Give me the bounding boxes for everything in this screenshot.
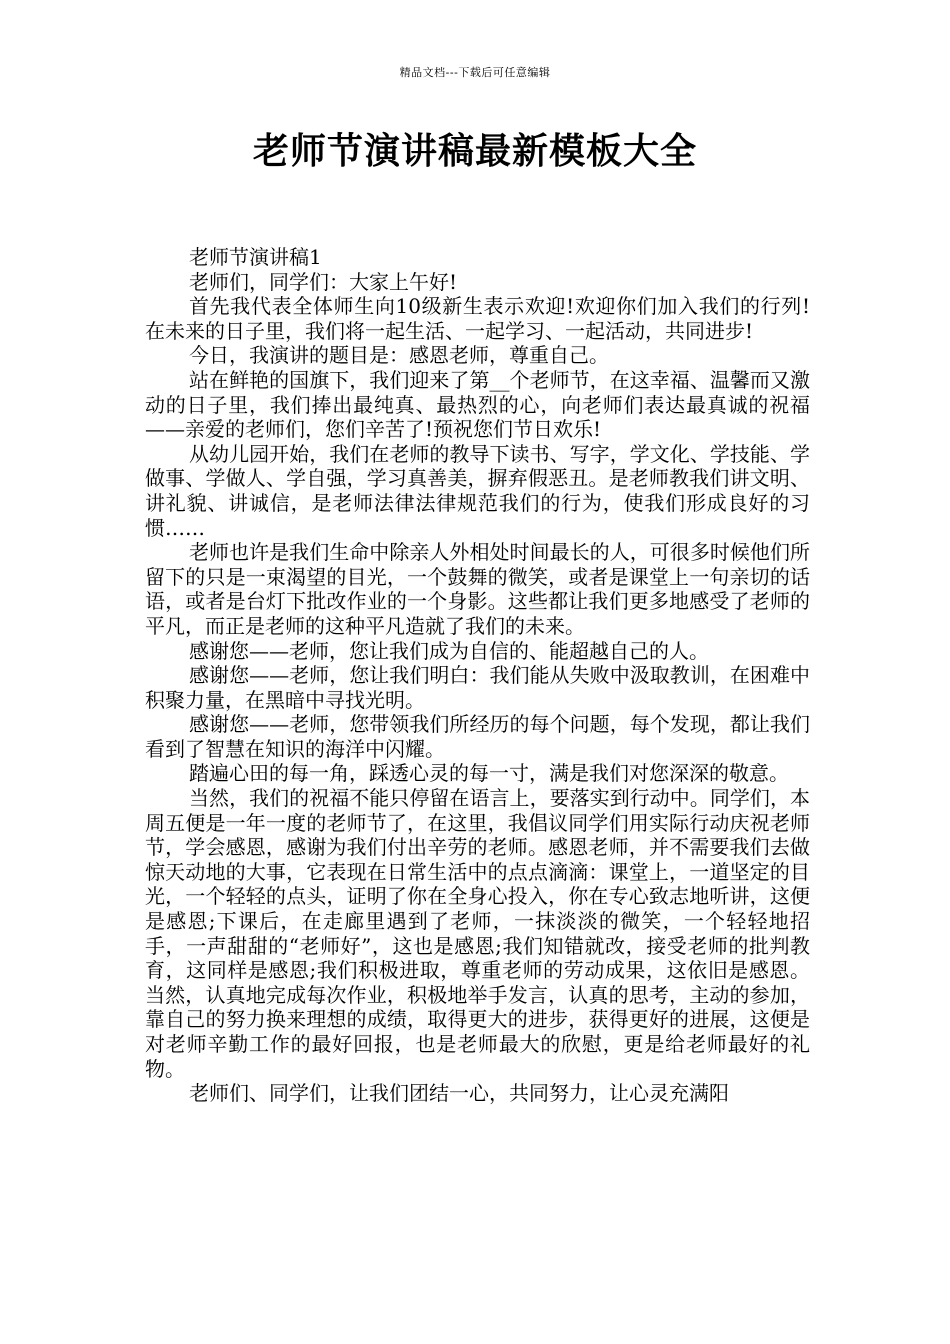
document-body [145, 245, 810, 1106]
paragraph: 当然，我们的祝福不能只停留在语言上，要落实到行动中。同学们，本周五便是一年一度的老师节了，在这里，我倡议同学们用实际行动庆祝老师节，学会感恩，感谢为我们付出辛劳的老师。感恩老师，并不需要我们去做惊天动地的大事，它表现在日常生活中的点点滴滴：课堂上，一道坚定的目光，一个轻轻的点头，证明了你在全身心投入，你在专心致志地听讲，这便是感恩;下课后，在走廊里遇到了老师，一抹淡淡的微笑，一个轻轻地招手，一声甜甜的“老师好”，这也是感恩;我们知错就改，接受老师的批判教育，这同样是感恩;我们积极进取，尊重老师的劳动成果，这依旧是感恩。当然，认真地完成每次作业，积极地举手发言，认真的思考，主动的参加，靠自己的努力换来理想的成绩，取得更大的进步，获得更好的进展，这便是对老师辛勤工作的最好回报，也是老师最大的欣慰，更是给老师最好的礼物。 [145, 786, 810, 1081]
paragraph: 老师也许是我们生命中除亲人外相处时间最长的人，可很多时候他们所留下的只是一束渴望的目光，一个鼓舞的微笑，或者是课堂上一句亲切的话语，或者是台灯下批改作业的一个身影。这些都让我们更多地感受了老师的平凡，而正是老师的这种平凡造就了我们的未来。 [145, 540, 810, 638]
paragraph: 感谢您——老师，您带领我们所经历的每个问题，每个发现，都让我们看到了智慧在知识的海洋中闪耀。 [145, 712, 810, 761]
paragraph: 感谢您——老师，您让我们明白：我们能从失败中汲取教训，在困难中积聚力量，在黑暗中寻找光明。 [145, 663, 810, 712]
document-title: 老师节演讲稿最新模板大全 [252, 131, 697, 172]
paragraph: 从幼儿园开始，我们在老师的教导下读书、写字，学文化、学技能、学做事、学做人、学自强，学习真善美，摒弃假恶丑。是老师教我们讲文明、讲礼貌、讲诚信，是老师法律法律规范我们的行为，使我们形成良好的习惯…… [145, 441, 810, 540]
paragraph: 站在鲜艳的国旗下，我们迎来了第__个老师节，在这幸福、温馨而又激动的日子里，我们捧出最纯真、最热烈的心，向老师们表达最真诚的祝福——亲爱的老师们，您们辛苦了!预祝您们节日欢乐! [145, 367, 810, 442]
paragraph: 今日，我演讲的题目是：感恩老师，尊重自己。 [189, 343, 609, 368]
paragraph-heading: 老师节演讲稿1 [189, 245, 322, 269]
header-note: 精品文档---下载后可任意编辑 [399, 66, 551, 79]
paragraph: 首先我代表全体师生向10级新生表示欢迎!欢迎你们加入我们的行列!在未来的日子里，我们将一起生活、一起学习、一起活动，共同进步! [145, 294, 810, 343]
paragraph: 感谢您——老师，您让我们成为自信的、能超越自己的人。 [189, 638, 709, 663]
paragraph: 踏遍心田的每一角，踩透心灵的每一寸，满是我们对您深深的敬意。 [189, 761, 789, 786]
paragraph: 老师们、同学们，让我们团结一心，共同努力，让心灵充满阳 [189, 1081, 729, 1106]
paragraph-greeting: 老师们，同学们：大家上午好! [189, 269, 458, 294]
